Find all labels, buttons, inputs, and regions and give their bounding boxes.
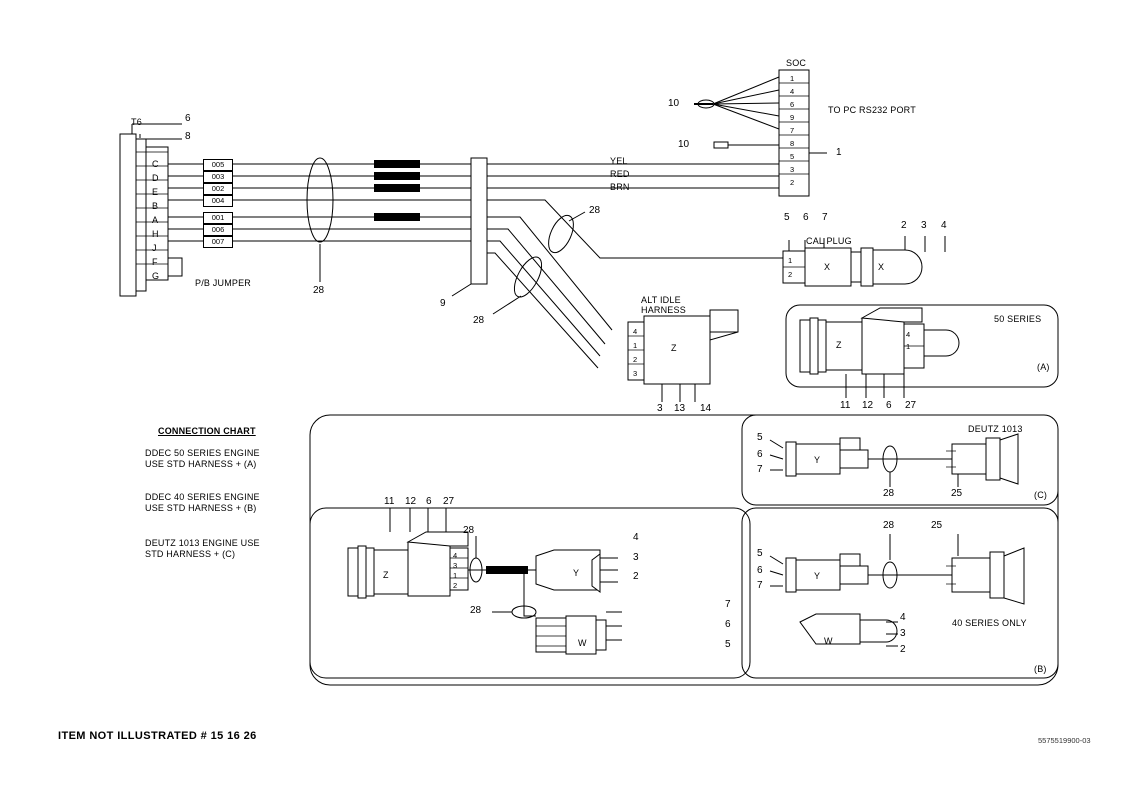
- panel-main-body-z: Z: [383, 570, 389, 580]
- rs232-port-label: TO PC RS232 PORT: [828, 105, 916, 115]
- wire-code-005: 005: [203, 159, 233, 171]
- wire-code-003: 003: [203, 171, 233, 183]
- panel-main-pin-2: 2: [453, 581, 458, 590]
- callout-9: 9: [440, 298, 446, 309]
- panel-b-body-w: W: [824, 636, 833, 646]
- panel-b-callout-5: 5: [757, 548, 763, 559]
- callout-13-altidle: 13: [674, 403, 686, 414]
- panel-main-body-w: W: [578, 638, 587, 648]
- t6-label: T6: [131, 117, 142, 127]
- t6-pin-H: H: [152, 229, 159, 239]
- callout-3-cal: 3: [921, 220, 927, 231]
- tie-28-upper: 28: [589, 205, 601, 216]
- wire-red-label: RED: [610, 169, 630, 179]
- panel-b-callout-7: 7: [757, 580, 763, 591]
- wire-code-004: 004: [203, 195, 233, 207]
- panel-main-tie-28-b: 28: [470, 605, 482, 616]
- item-not-illustrated-note: ITEM NOT ILLUSTRATED # 15 16 26: [58, 730, 257, 742]
- t6-pin-J: J: [152, 243, 157, 253]
- wire-code-002: 002: [203, 183, 233, 195]
- t6-pin-D: D: [152, 173, 159, 183]
- panel-b-callout-4: 4: [900, 612, 906, 623]
- document-id: 5575519900-03: [1038, 736, 1091, 745]
- wire-yel-label: YEL: [610, 156, 628, 166]
- panel-c-title: DEUTZ 1013: [968, 424, 1023, 434]
- callout-10-a: 10: [668, 98, 680, 109]
- tie-28-mid: 28: [473, 315, 485, 326]
- callout-4-cal: 4: [941, 220, 947, 231]
- alt-idle-pin-4: 4: [633, 327, 638, 336]
- series50-pin-4: 4: [906, 330, 911, 339]
- t6-pin-C: C: [152, 159, 159, 169]
- t6-pin-F: F: [152, 257, 158, 267]
- tie-28-left: 28: [313, 285, 325, 296]
- pb-jumper-label: P/B JUMPER: [195, 278, 252, 288]
- soc-title: SOC: [786, 58, 807, 68]
- cal-plug-label: CAL PLUG: [806, 236, 852, 246]
- t6-pin-B: B: [152, 201, 159, 211]
- cal-plug-pin-1: 1: [788, 256, 793, 265]
- callout-6-s50: 6: [886, 400, 892, 411]
- panel-main-pin-1: 1: [453, 571, 458, 580]
- callout-14-altidle: 14: [700, 403, 712, 414]
- soc-pin-4: 4: [790, 87, 795, 96]
- panel-b-callout-3: 3: [900, 628, 906, 639]
- t6-pin-G: G: [152, 271, 160, 281]
- wire-brn-label: BRN: [610, 182, 630, 192]
- callout-27-s50: 27: [905, 400, 917, 411]
- cal-plug-mate-x: X: [878, 262, 885, 272]
- series50-label: 50 SERIES: [994, 314, 1042, 324]
- callout-6-t6: 6: [185, 113, 191, 124]
- panel-b-callout-6: 6: [757, 565, 763, 576]
- panel-main-callout-11: 11: [384, 496, 395, 507]
- panel-main-body-y: Y: [573, 568, 580, 578]
- alt-idle-title-1: ALT IDLE: [641, 295, 681, 305]
- alt-idle-title-2: HARNESS: [641, 305, 686, 315]
- callout-1-soc: 1: [836, 147, 842, 158]
- chart-row-2-line1: DDEC 40 SERIES ENGINE: [145, 492, 260, 502]
- panel-main-callout-w-7: 7: [725, 599, 731, 610]
- panel-c-callout-5: 5: [757, 432, 763, 443]
- panel-b-callout-2: 2: [900, 644, 906, 655]
- cal-plug-pin-2: 2: [788, 270, 793, 279]
- panel-main-pin-3: 3: [453, 561, 458, 570]
- panel-main-pin-4: 4: [453, 551, 458, 560]
- alt-idle-pin-3: 3: [633, 369, 638, 378]
- panel-b-tie-28: 28: [883, 520, 895, 531]
- panel-main-callout-w-6: 6: [725, 619, 731, 630]
- callout-10-b: 10: [678, 139, 690, 150]
- panel-main-callout-12: 12: [405, 496, 417, 507]
- t6-pin-E: E: [152, 187, 159, 197]
- cal-plug-body-x: X: [824, 262, 831, 272]
- panel-main-callout-y-2: 2: [633, 571, 639, 582]
- chart-row-1-line1: DDEC 50 SERIES ENGINE: [145, 448, 260, 458]
- callout-2-cal: 2: [901, 220, 907, 231]
- callout-5-cal: 5: [784, 212, 790, 223]
- series50-body-z: Z: [836, 340, 842, 350]
- callout-12-s50: 12: [862, 400, 874, 411]
- panel-main-callout-27: 27: [443, 496, 455, 507]
- alt-idle-pin-1: 1: [633, 341, 638, 350]
- panel-main-tie-28-a: 28: [463, 525, 475, 536]
- soc-pin-7: 7: [790, 126, 795, 135]
- series50-pin-1: 1: [906, 342, 911, 351]
- panel-b-tag: (B): [1034, 664, 1047, 674]
- panel-c-tie-28: 28: [883, 488, 895, 499]
- wire-code-001: 001: [203, 212, 233, 224]
- panel-b-title: 40 SERIES ONLY: [952, 618, 1027, 628]
- alt-idle-pin-2: 2: [633, 355, 638, 364]
- panel-main-callout-y-3: 3: [633, 552, 639, 563]
- wire-code-007: 007: [203, 236, 233, 248]
- callout-6-cal: 6: [803, 212, 809, 223]
- panel-c-callout-6: 6: [757, 449, 763, 460]
- soc-pin-8: 8: [790, 139, 795, 148]
- t6-pin-A: A: [152, 215, 159, 225]
- callout-3-altidle: 3: [657, 403, 663, 414]
- series50-tag: (A): [1037, 362, 1050, 372]
- connection-chart-title: CONNECTION CHART: [158, 426, 256, 436]
- chart-row-3-line1: DEUTZ 1013 ENGINE USE: [145, 538, 260, 548]
- soc-pin-3: 3: [790, 165, 795, 174]
- callout-11-s50: 11: [840, 400, 851, 411]
- panel-main-callout-y-4: 4: [633, 532, 639, 543]
- panel-b-callout-25: 25: [931, 520, 943, 531]
- soc-pin-5: 5: [790, 152, 795, 161]
- panel-main-callout-6: 6: [426, 496, 432, 507]
- soc-pin-2: 2: [790, 178, 795, 187]
- panel-main-callout-w-5: 5: [725, 639, 731, 650]
- panel-c-callout-25: 25: [951, 488, 963, 499]
- soc-pin-1: 1: [790, 74, 795, 83]
- callout-7-cal: 7: [822, 212, 828, 223]
- chart-row-2-line2: USE STD HARNESS + (B): [145, 503, 257, 513]
- chart-row-3-line2: STD HARNESS + (C): [145, 549, 236, 559]
- soc-pin-9: 9: [790, 113, 795, 122]
- panel-c-callout-7: 7: [757, 464, 763, 475]
- alt-idle-body-z: Z: [671, 343, 677, 353]
- callout-8-t6: 8: [185, 131, 191, 142]
- panel-b-body-y: Y: [814, 571, 821, 581]
- wire-code-006: 006: [203, 224, 233, 236]
- chart-row-1-line2: USE STD HARNESS + (A): [145, 459, 257, 469]
- soc-pin-6: 6: [790, 100, 795, 109]
- panel-c-tag: (C): [1034, 490, 1048, 500]
- panel-c-body-y: Y: [814, 455, 821, 465]
